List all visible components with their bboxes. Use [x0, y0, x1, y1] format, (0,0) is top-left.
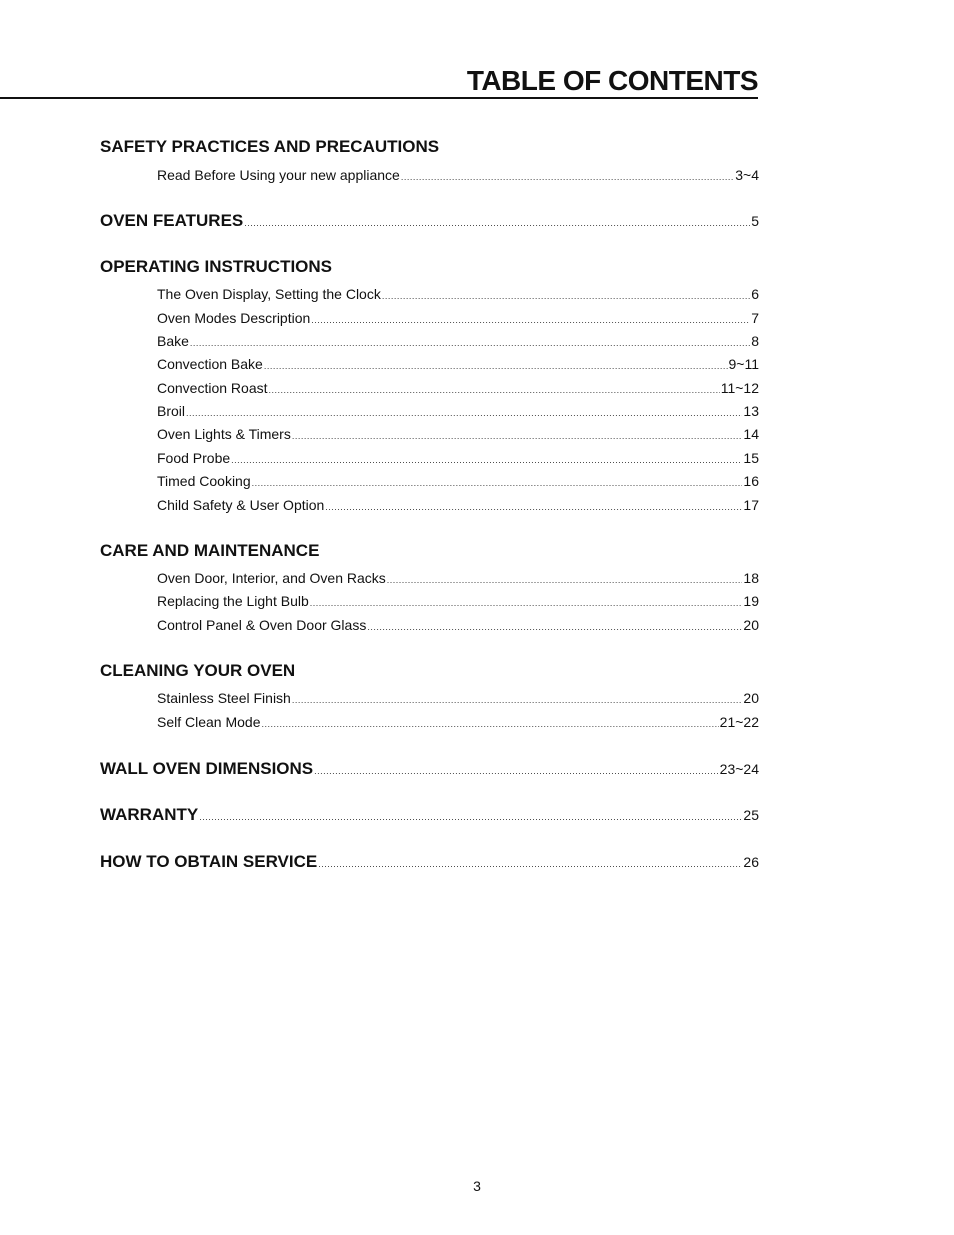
- section-heading[interactable]: [100, 852, 759, 872]
- toc-entry[interactable]: [157, 690, 759, 706]
- toc-entry-label: Control Panel & Oven Door Glass: [157, 617, 367, 633]
- section-heading[interactable]: [100, 137, 759, 157]
- toc-entry[interactable]: [157, 333, 759, 349]
- toc-entry[interactable]: [157, 426, 759, 442]
- dot-leader: [311, 315, 750, 325]
- page-number: 3: [473, 1178, 481, 1194]
- section-heading-page: 23~24: [719, 761, 759, 777]
- dot-leader: [252, 478, 743, 488]
- toc-entry-label: Bake: [157, 333, 189, 349]
- toc-entry-page: 13: [743, 403, 759, 419]
- section-heading[interactable]: [100, 759, 759, 779]
- section-heading-page: 25: [743, 807, 759, 823]
- dot-leader: [186, 408, 742, 418]
- toc-entry-label: Convection Roast: [157, 380, 268, 396]
- toc-entry-label: Convection Bake: [157, 356, 263, 372]
- section-heading[interactable]: [100, 541, 759, 561]
- toc-entry[interactable]: [157, 403, 759, 419]
- toc-entry-page: 20: [743, 617, 759, 633]
- toc-entry-page: 15: [743, 450, 759, 466]
- toc-entry[interactable]: [157, 617, 759, 633]
- dot-leader: [325, 502, 742, 512]
- section-heading-label: SAFETY PRACTICES AND PRECAUTIONS: [100, 137, 440, 156]
- toc-entry[interactable]: [157, 380, 759, 396]
- section-heading-page: 5: [751, 213, 759, 229]
- dot-leader: [199, 812, 742, 822]
- section-heading[interactable]: [100, 661, 759, 681]
- toc-entry-label: Food Probe: [157, 450, 231, 466]
- dot-leader: [269, 385, 720, 395]
- toc-entry-label: Stainless Steel Finish: [157, 690, 291, 706]
- section-heading-label: WARRANTY: [100, 805, 199, 824]
- dot-leader: [190, 338, 750, 348]
- toc-entry-page: 7: [751, 310, 759, 326]
- dot-leader: [262, 719, 719, 729]
- toc-entry-label: Oven Door, Interior, and Oven Racks: [157, 570, 386, 586]
- toc-entry-page: 3~4: [735, 167, 759, 183]
- toc-entry-page: 21~22: [719, 714, 759, 730]
- toc-entry-label: Oven Lights & Timers: [157, 426, 291, 442]
- section-heading-label: CARE AND MAINTENANCE: [100, 541, 320, 560]
- dot-leader: [244, 218, 750, 228]
- toc-entry[interactable]: [157, 570, 759, 586]
- toc-entry[interactable]: [157, 450, 759, 466]
- dot-leader: [310, 598, 743, 608]
- title-rule: [0, 97, 758, 99]
- toc-entry-page: 11~12: [720, 380, 759, 396]
- toc-entry-page: 18: [743, 570, 759, 586]
- toc-entry-label: Self Clean Mode: [157, 714, 261, 730]
- section-heading[interactable]: [100, 805, 759, 825]
- toc-entry[interactable]: [157, 593, 759, 609]
- toc-entry[interactable]: [157, 356, 759, 372]
- toc-entry-label: Replacing the Light Bulb: [157, 593, 309, 609]
- dot-leader: [318, 859, 742, 869]
- dot-leader: [292, 431, 743, 441]
- toc-entry-label: Oven Modes Description: [157, 310, 311, 326]
- toc-entry[interactable]: [157, 286, 759, 302]
- toc-entry-page: 9~11: [728, 356, 759, 372]
- dot-leader: [292, 695, 743, 705]
- section-heading-page: 26: [743, 854, 759, 870]
- toc-entry-page: 14: [743, 426, 759, 442]
- toc-entry-label: Read Before Using your new appliance: [157, 167, 400, 183]
- section-heading-label: HOW TO OBTAIN SERVICE: [100, 852, 318, 871]
- section-heading-label: OPERATING INSTRUCTIONS: [100, 257, 333, 276]
- section-heading-label: WALL OVEN DIMENSIONS: [100, 759, 314, 778]
- toc-entry[interactable]: [157, 167, 759, 183]
- toc-entry-page: 17: [743, 497, 759, 513]
- toc-entry[interactable]: [157, 473, 759, 489]
- toc-entry[interactable]: [157, 714, 759, 730]
- toc-entry-label: Child Safety & User Option: [157, 497, 325, 513]
- page-title: TABLE OF CONTENTS: [466, 65, 758, 96]
- toc-entry-page: 8: [751, 333, 759, 349]
- toc-entry-page: 6: [751, 286, 759, 302]
- dot-leader: [231, 455, 742, 465]
- section-heading[interactable]: [100, 257, 759, 277]
- dot-leader: [401, 172, 734, 182]
- dot-leader: [382, 291, 750, 301]
- dot-leader: [387, 575, 743, 585]
- toc-entry-label: Broil: [157, 403, 186, 419]
- dot-leader: [367, 622, 742, 632]
- toc-entry-page: 16: [743, 473, 759, 489]
- toc-entry-label: The Oven Display, Setting the Clock: [157, 286, 381, 302]
- section-heading-label: OVEN FEATURES: [100, 211, 244, 230]
- toc-entry-label: Timed Cooking: [157, 473, 251, 489]
- dot-leader: [314, 766, 719, 776]
- section-heading[interactable]: [100, 211, 759, 231]
- toc-entry-page: 19: [743, 593, 759, 609]
- toc-entry[interactable]: [157, 497, 759, 513]
- dot-leader: [264, 361, 728, 371]
- toc-entry-page: 20: [743, 690, 759, 706]
- toc-entry[interactable]: [157, 310, 759, 326]
- section-heading-label: CLEANING YOUR OVEN: [100, 661, 296, 680]
